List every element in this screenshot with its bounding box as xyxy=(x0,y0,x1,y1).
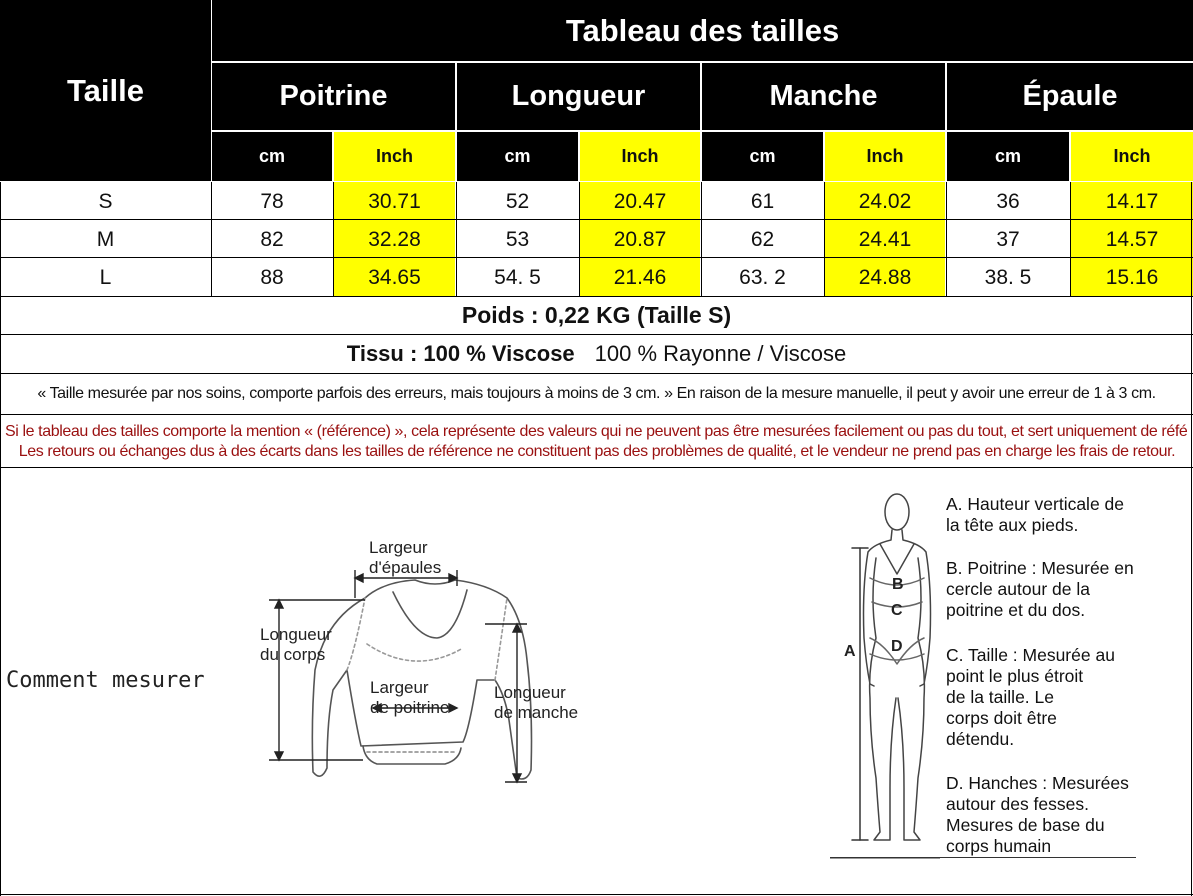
cell-value: 82 xyxy=(260,227,284,251)
cell-value: 62 xyxy=(750,227,775,251)
baseline-line xyxy=(830,857,1136,858)
grid-line xyxy=(1070,182,1071,296)
grid-line xyxy=(1191,182,1192,896)
table-cell xyxy=(947,259,1069,296)
fabric-row xyxy=(0,335,1193,373)
group-label: Manche xyxy=(769,80,878,112)
unit-inch xyxy=(825,132,945,181)
cell-value: 38. 5 xyxy=(984,265,1032,289)
unit-inch xyxy=(334,132,455,181)
size-label: L xyxy=(99,265,112,289)
unit-inch xyxy=(1071,132,1193,181)
how-to-label xyxy=(6,668,205,693)
legend-c: C. Taille : Mesurée au point le plus étroit de la taille. Le corps doit être détendu. xyxy=(946,645,1115,749)
red-note-text: Si le tableau des tailles comporte la mention « (référence) », cela représente des valeurs qui ne peuvent pas être mesurées facilement ou pas du tout, et sert uniquement de réfé xyxy=(5,423,1188,440)
label-shoulder-width: Largeur d'épaules xyxy=(369,538,442,577)
red-note-1 xyxy=(5,423,1189,443)
unit-label: Inch xyxy=(621,146,659,166)
body-illustration xyxy=(830,488,940,860)
legend-d: D. Hanches : Mesurées autour des fesses. Mesures de base du corps humain xyxy=(946,773,1129,856)
chart-title-text: Tableau des tailles xyxy=(565,12,840,48)
fabric-bold: Tissu : 100 % Viscose xyxy=(346,341,575,366)
body-letter-a: A xyxy=(844,643,856,660)
grid-line xyxy=(0,414,1193,415)
group-epaule xyxy=(947,63,1193,130)
cell-value: 24.02 xyxy=(858,189,912,213)
group-manche xyxy=(702,63,945,130)
table-cell xyxy=(212,221,332,258)
cell-value: 54. 5 xyxy=(494,265,541,289)
cell-value: 61 xyxy=(750,189,775,213)
grid-line xyxy=(579,182,580,296)
unit-label: Inch xyxy=(375,146,413,166)
table-cell xyxy=(334,183,455,220)
grid-line xyxy=(0,894,1193,895)
size-label: S xyxy=(98,189,113,213)
table-cell xyxy=(580,183,700,220)
cell-value: 63. 2 xyxy=(739,265,786,289)
table-cell xyxy=(212,259,332,296)
unit-cm xyxy=(212,132,332,181)
group-label: Longueur xyxy=(511,80,646,112)
taille-header xyxy=(0,0,211,181)
group-label: Poitrine xyxy=(279,80,388,112)
table-cell xyxy=(947,183,1069,220)
grid-line xyxy=(333,182,334,296)
size-label: M xyxy=(96,227,115,251)
cell-value: 20.47 xyxy=(613,189,667,213)
unit-label: cm xyxy=(749,146,776,166)
table-cell xyxy=(457,183,578,220)
legend-a: A. Hauteur verticale de la tête aux pieds. xyxy=(946,494,1125,535)
grid-line xyxy=(0,182,1,896)
table-cell xyxy=(702,221,823,258)
grid-line xyxy=(0,467,1193,468)
grid-line xyxy=(946,182,947,296)
unit-label: cm xyxy=(994,146,1021,166)
group-longueur xyxy=(457,63,700,130)
label-body-length: Longueur du corps xyxy=(260,625,332,664)
cell-value: 34.65 xyxy=(368,265,421,289)
table-cell xyxy=(1071,221,1193,258)
how-to-text: Comment mesurer xyxy=(6,668,205,693)
weight-text: Poids : 0,22 KG (Taille S) xyxy=(461,302,732,328)
table-cell xyxy=(825,221,945,258)
cell-value: 30.71 xyxy=(368,189,421,213)
table-cell xyxy=(457,221,578,258)
table-cell xyxy=(334,259,455,296)
body-letter-d: D xyxy=(891,638,903,655)
unit-cm xyxy=(457,132,578,181)
cell-value: 78 xyxy=(260,189,284,213)
fabric-normal: 100 % Rayonne / Viscose xyxy=(594,341,847,366)
unit-label: Inch xyxy=(866,146,904,166)
red-note-2 xyxy=(5,443,1189,463)
table-cell xyxy=(580,221,700,258)
unit-cm xyxy=(702,132,823,181)
grid-line xyxy=(701,182,702,296)
red-note-text: Les retours ou échanges dus à des écarts dans les tailles de référence ne constituent pas des problèmes de qualité, et le vendeur ne prend pas en charge les frais de retour. xyxy=(18,443,1176,460)
unit-label: Inch xyxy=(1113,146,1151,166)
taille-label: Taille xyxy=(67,72,144,108)
table-cell xyxy=(457,259,578,296)
cell-value: 20.87 xyxy=(613,227,667,251)
table-cell xyxy=(1071,183,1193,220)
cell-value: 36 xyxy=(996,189,1020,213)
table-cell xyxy=(334,221,455,258)
grid-line xyxy=(211,182,212,296)
unit-cm xyxy=(947,132,1069,181)
table-cell xyxy=(702,259,823,296)
table-cell xyxy=(1071,259,1193,296)
grid-line xyxy=(0,219,1193,220)
cell-value: 14.17 xyxy=(1105,189,1159,213)
cell-value: 37 xyxy=(996,227,1020,251)
grid-line xyxy=(0,257,1193,258)
grid-line xyxy=(456,182,457,296)
cell-value: 24.88 xyxy=(858,265,912,289)
legend-b: B. Poitrine : Mesurée en cercle autour de la poitrine et du dos. xyxy=(946,558,1134,620)
table-cell xyxy=(947,221,1069,258)
measure-note-text: « Taille mesurée par nos soins, comporte parfois des erreurs, mais toujours à moins de 3 cm. » En raison de la mesure manuelle, il peut y avoir une erreur de 1 à 3 cm. xyxy=(37,385,1156,402)
cell-value: 53 xyxy=(505,227,530,251)
size-l xyxy=(0,259,211,296)
label-sleeve-length: Longueur de manche xyxy=(494,683,579,722)
label-chest-width: Largeur de poitrine xyxy=(370,678,450,717)
table-cell xyxy=(580,259,700,296)
unit-label: cm xyxy=(258,146,285,166)
size-m xyxy=(0,221,211,258)
cell-value: 21.46 xyxy=(613,265,667,289)
cell-value: 88 xyxy=(260,265,284,289)
group-label: Épaule xyxy=(1022,80,1118,112)
body-letter-b: B xyxy=(892,576,904,593)
table-cell xyxy=(825,259,945,296)
grid-line xyxy=(824,182,825,296)
table-cell xyxy=(702,183,823,220)
chart-title xyxy=(212,0,1193,61)
unit-label: cm xyxy=(504,146,531,166)
cell-value: 24.41 xyxy=(858,227,912,251)
cell-value: 14.57 xyxy=(1105,227,1159,251)
measure-note xyxy=(2,374,1191,414)
unit-inch xyxy=(580,132,700,181)
weight-row xyxy=(0,297,1193,334)
table-cell xyxy=(825,183,945,220)
cell-value: 15.16 xyxy=(1105,265,1159,289)
cell-value: 52 xyxy=(505,189,530,213)
body-letter-c: C xyxy=(891,602,903,619)
table-cell xyxy=(212,183,332,220)
cell-value: 32.28 xyxy=(368,227,421,251)
size-s xyxy=(0,183,211,220)
group-poitrine xyxy=(212,63,455,130)
